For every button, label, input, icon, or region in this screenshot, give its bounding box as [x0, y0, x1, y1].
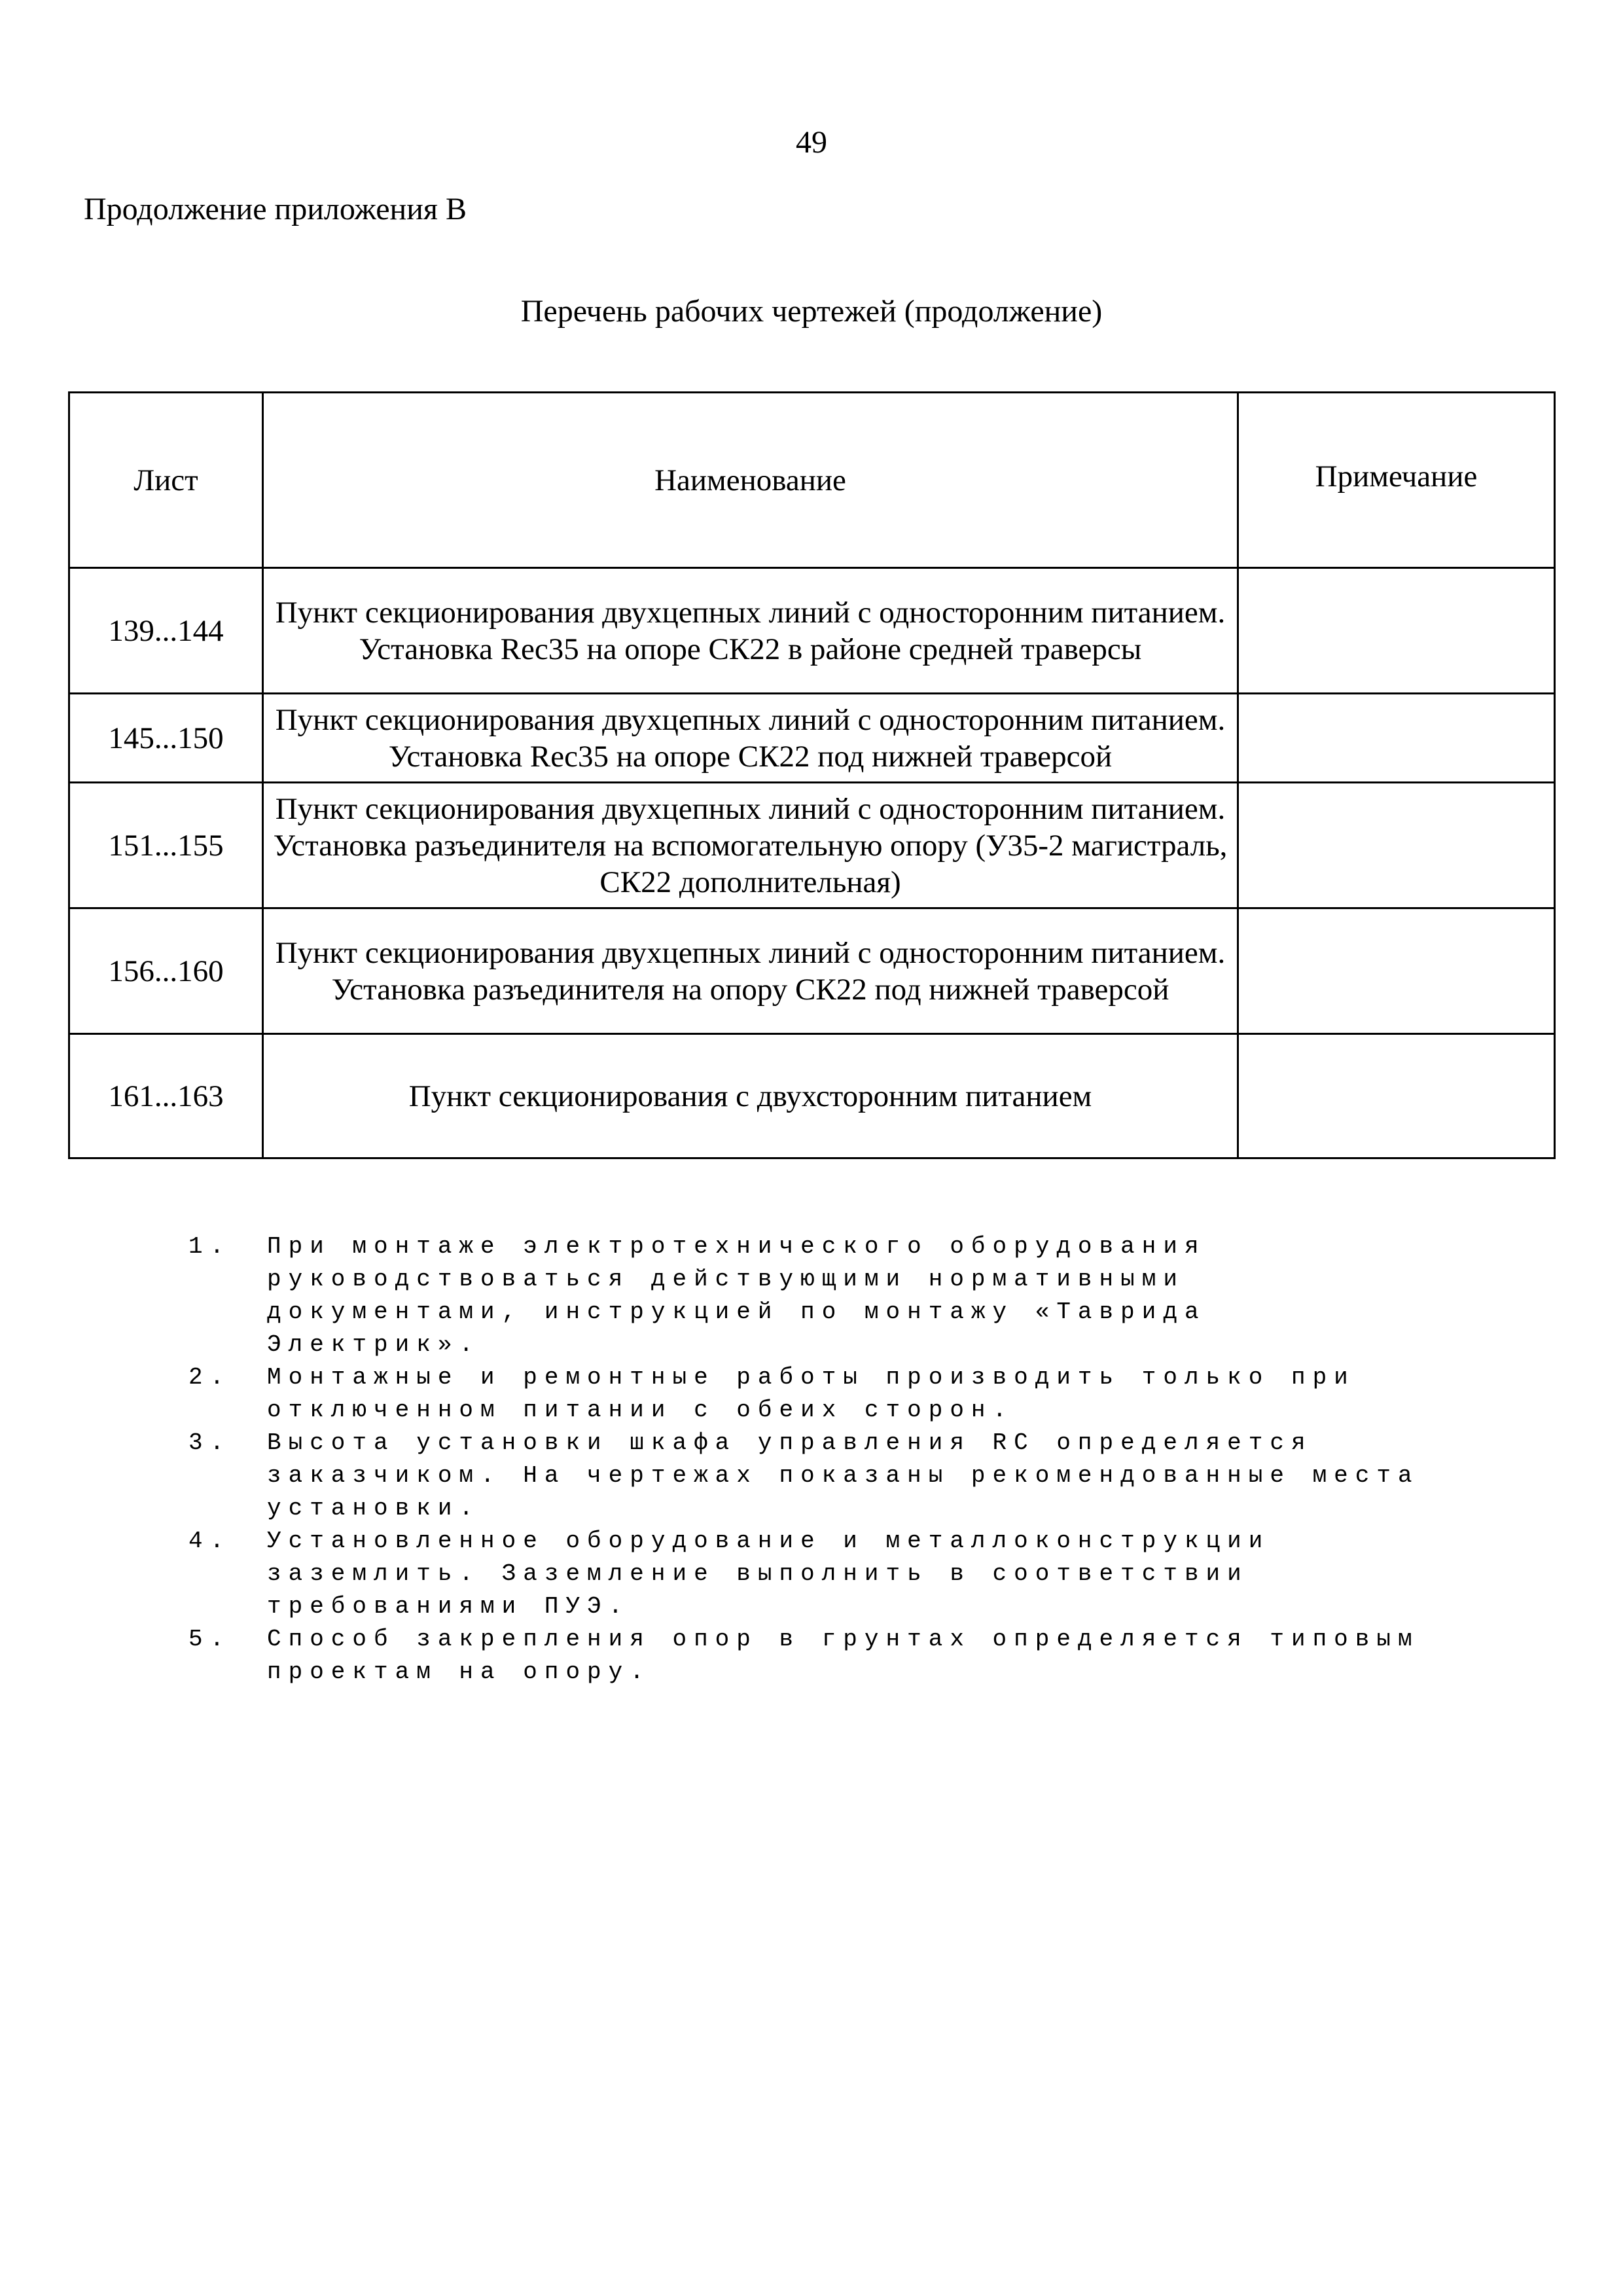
cell-sheet: 161...163 — [69, 1034, 263, 1158]
cell-note — [1238, 908, 1555, 1034]
cell-sheet: 139...144 — [69, 568, 263, 694]
note-number: 4. — [188, 1528, 232, 1554]
cell-name: Пункт секционирования двухцепных линий с односторонним питанием. Установка Rec35 на опоре СК22 в районе средней траверсы — [263, 568, 1238, 694]
note-number: 2. — [188, 1364, 232, 1391]
header-name: Наименование — [263, 393, 1238, 568]
cell-name: Пункт секционирования двухцепных линий с односторонним питанием. Установка Rec35 на опоре СК22 под нижней траверсой — [263, 694, 1238, 783]
note-text: При монтаже электротехнического оборудования руководствоваться действующими нормативными документами, инструкцией по монтажу «Таврида Электрик». — [267, 1233, 1206, 1358]
header-sheet: Лист — [69, 393, 263, 568]
cell-name: Пункт секционирования двухцепных линий с односторонним питанием. Установка разъединителя на вспомогательную опору (У35-2 магистраль, СК22 дополнительная) — [263, 783, 1238, 908]
cell-name: Пункт секционирования двухцепных линий с односторонним питанием. Установка разъединителя на опору СК22 под нижней траверсой — [263, 908, 1238, 1034]
appendix-continuation-heading: Продолжение приложения В — [84, 192, 467, 226]
header-note-label: Примечание — [1315, 459, 1478, 493]
cell-note — [1238, 783, 1555, 908]
note-text: Установленное оборудование и металлоконструкции заземлить. Заземление выполнить в соответствии требованиями ПУЭ. — [267, 1528, 1270, 1620]
table-row — [69, 568, 1555, 694]
note-item — [188, 1525, 1432, 1623]
note-item — [188, 1427, 1432, 1525]
note-number: 1. — [188, 1233, 232, 1260]
note-text: Монтажные и ремонтные работы производить только при отключенном питании с обеих сторон. — [267, 1364, 1355, 1424]
table-header-row — [69, 393, 1555, 568]
note-text: Способ закрепления опор в грунтах определяется типовым проектам на опору. — [267, 1626, 1419, 1685]
cell-note — [1238, 694, 1555, 783]
note-item — [188, 1623, 1432, 1689]
drawings-table — [68, 391, 1556, 1159]
cell-note — [1238, 568, 1555, 694]
table-row — [69, 1034, 1555, 1158]
notes-list — [188, 1230, 1432, 1689]
table-title: Перечень рабочих чертежей (продолжение) — [520, 294, 1103, 329]
note-text: Высота установки шкафа управления RC определяется заказчиком. На чертежах показаны рекомендованные места установки. — [267, 1429, 1419, 1522]
header-note — [1238, 393, 1555, 568]
table-row — [69, 783, 1555, 908]
cell-sheet: 151...155 — [69, 783, 263, 908]
note-item — [188, 1361, 1432, 1427]
cell-sheet: 156...160 — [69, 908, 263, 1034]
note-number: 3. — [188, 1429, 232, 1456]
page-number: 49 — [796, 125, 827, 160]
note-number: 5. — [188, 1626, 232, 1653]
table-row — [69, 908, 1555, 1034]
cell-name: Пункт секционирования с двухсторонним питанием — [263, 1034, 1238, 1158]
cell-note — [1238, 1034, 1555, 1158]
table-row — [69, 694, 1555, 783]
cell-sheet: 145...150 — [69, 694, 263, 783]
note-item — [188, 1230, 1432, 1361]
